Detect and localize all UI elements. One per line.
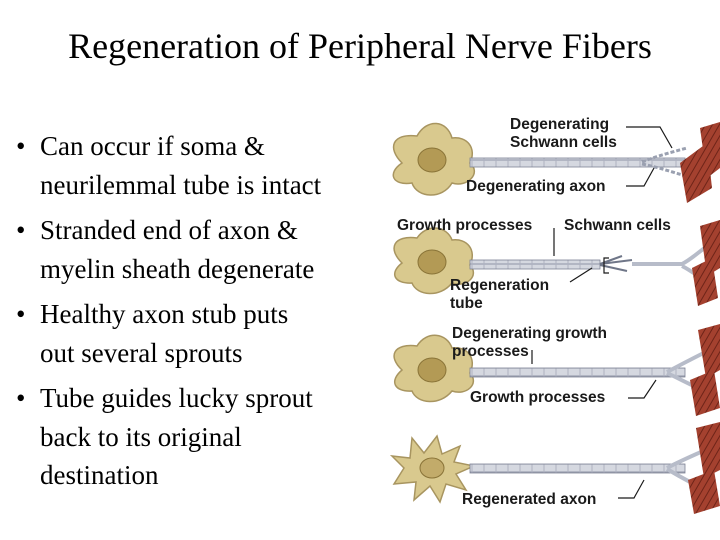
panel-regenerated [392, 422, 720, 514]
pointer-line [554, 228, 609, 282]
label-degenerating-growth: processes [452, 343, 529, 360]
myelin-sheath [470, 464, 685, 473]
bullet-item [14, 379, 384, 495]
label-schwann-cells: Schwann cells [564, 217, 671, 234]
bullet-text: Stranded end of axon & [40, 215, 298, 245]
nucleus [418, 148, 446, 172]
label-degenerating-schwann: Schwann cells [510, 134, 617, 151]
nucleus [420, 458, 444, 478]
myelin-sheath [470, 260, 600, 269]
nucleus [418, 250, 446, 274]
muscle-fiber [698, 324, 720, 378]
nerve-regeneration-figure [382, 108, 720, 516]
bullet-list [14, 127, 384, 502]
bullet-text: back to its original [40, 421, 242, 452]
muscle-fiber [690, 370, 720, 416]
bullet-text: Can occur if soma & [40, 131, 265, 161]
pointer-line [626, 127, 672, 186]
panel-guided-sprout [394, 324, 720, 416]
panel-degeneration [393, 116, 720, 203]
bullet-icon: • [16, 131, 26, 161]
label-growth-processes-3: Growth processes [470, 389, 606, 406]
bullet-item [14, 211, 384, 288]
bullet-icon: • [16, 383, 26, 413]
bullet-text: Healthy axon stub puts [40, 299, 289, 329]
label-degenerating-schwann: Degenerating [510, 116, 610, 133]
label-regeneration-tube: tube [450, 295, 483, 312]
bullet-text: Tube guides lucky sprout [40, 383, 313, 413]
panel-growth [394, 217, 720, 312]
myelin-sheath [470, 368, 685, 377]
bullet-icon: • [16, 299, 26, 329]
label-growth-processes: Growth processes [397, 217, 533, 234]
slide-title: Regeneration of Peripheral Nerve Fibers [68, 26, 652, 66]
bullet-text: neurilemmal tube is intact [40, 169, 322, 200]
bullet-item [14, 127, 384, 204]
label-regenerated-axon: Regenerated axon [462, 491, 597, 508]
bullet-item [14, 295, 384, 372]
label-degenerating-axon: Degenerating axon [466, 178, 606, 195]
muscle-fiber [688, 470, 720, 514]
muscle-fiber [696, 422, 720, 478]
bullet-icon: • [16, 215, 26, 245]
label-degenerating-growth: Degenerating growth [452, 325, 608, 342]
muscle-fiber [680, 143, 712, 203]
bullet-text: out several sprouts [40, 337, 243, 368]
myelin-sheath [470, 158, 685, 167]
bullet-text: myelin sheath degenerate [40, 253, 315, 284]
label-regeneration-tube: Regeneration [450, 277, 550, 294]
bullet-text: destination [40, 460, 159, 490]
pointer-line [618, 480, 644, 498]
nucleus [418, 358, 446, 382]
